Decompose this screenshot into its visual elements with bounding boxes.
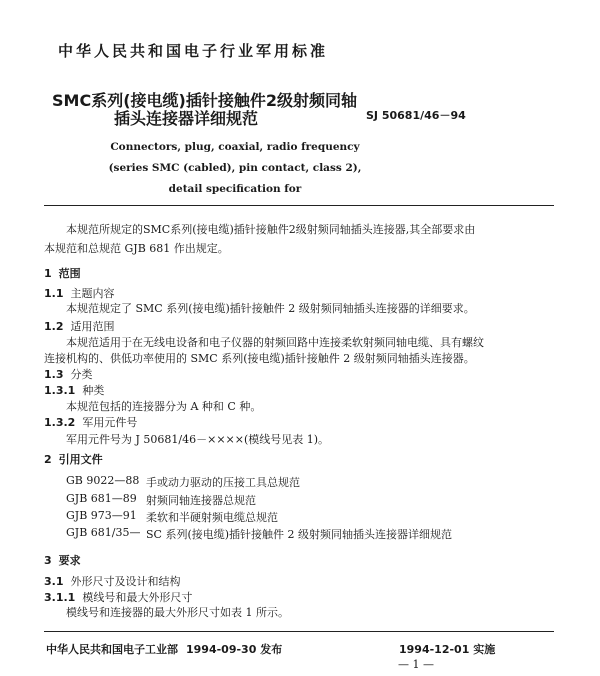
intro-line1: 本规范所规定的SMC系列(接电缆)插针接触件2级射频同轴插头连接器,其全部要求由 [66, 223, 476, 236]
section-3-heading: 3 要求 [44, 554, 81, 567]
english-title-line2: (series SMC (cabled), pin contact, class 2), [108, 162, 362, 174]
english-title-line1: Connectors, plug, coaxial, radio frequency [110, 141, 360, 153]
section-1-3-1-text: 本规范包括的连接器分为 A 种和 C 种。 [66, 400, 262, 413]
footer-divider [44, 631, 554, 632]
section-3-1-1-text: 模线号和连接器的最大外形尺寸如表 1 所示。 [66, 606, 289, 619]
header-divider [44, 205, 554, 206]
reference-code: GB 9022—88 [66, 474, 140, 487]
section-1-heading: 1 范围 [44, 267, 81, 280]
reference-code: GJB 973—91 [66, 509, 137, 522]
reference-code: GJB 681/35— [66, 526, 141, 539]
section-1-2-text-line2: 连接机构的、供低功率使用的 SMC 系列(接电缆)插针接触件 2 级射频同轴插头连接器。 [44, 352, 475, 365]
issuing-authority: 中华人民共和国电子工业部 [46, 643, 178, 656]
reference-title: 柔软和半硬射频电缆总规范 [146, 511, 278, 524]
section-1-1-text: 本规范规定了 SMC 系列(接电缆)插针接触件 2 级射频同轴插头连接器的详细要求。 [66, 302, 475, 315]
section-1-3-2-text: 军用元件号为 J 50681/46－××××(模线号见表 1)。 [66, 433, 330, 446]
section-1-2-text-line1: 本规范适用于在无线电设备和电子仪器的射频回路中连接柔软射频同轴电缆、具有螺纹 [66, 336, 484, 349]
implementation-date: 1994-12-01 实施 [399, 643, 496, 656]
section-3-1-1-heading: 3.1.1 模线号和最大外形尺寸 [44, 591, 193, 604]
english-title-line3: detail specification for [168, 183, 302, 195]
section-1-3-heading: 1.3 分类 [44, 368, 93, 381]
reference-code: GJB 681—89 [66, 492, 137, 505]
section-1-3-2-heading: 1.3.2 军用元件号 [44, 416, 138, 429]
intro-line2: 本规范和总规范 GJB 681 作出规定。 [44, 242, 229, 255]
section-1-2-heading: 1.2 适用范围 [44, 320, 115, 333]
section-1-3-1-heading: 1.3.1 种类 [44, 384, 105, 397]
section-1-1-heading: 1.1 主题内容 [44, 287, 115, 300]
standard-title: 中华人民共和国电子行业军用标准 [58, 42, 329, 60]
standard-code: SJ 50681/46－94 [366, 109, 466, 122]
reference-title: SC 系列(接电缆)插针接触件 2 级射频同轴插头连接器详细规范 [146, 528, 453, 541]
issue-date: 1994-09-30 发布 [186, 643, 283, 656]
page-number: — 1 — [398, 658, 434, 671]
section-3-1-heading: 3.1 外形尺寸及设计和结构 [44, 575, 181, 588]
document-title-line1: SMC系列(接电缆)插针接触件2级射频同轴 [52, 91, 357, 110]
reference-title: 手或动力驱动的压接工具总规范 [146, 476, 300, 489]
reference-title: 射频同轴连接器总规范 [146, 494, 256, 507]
section-2-heading: 2 引用文件 [44, 453, 103, 466]
document-title-line2: 插头连接器详细规范 [114, 109, 259, 128]
